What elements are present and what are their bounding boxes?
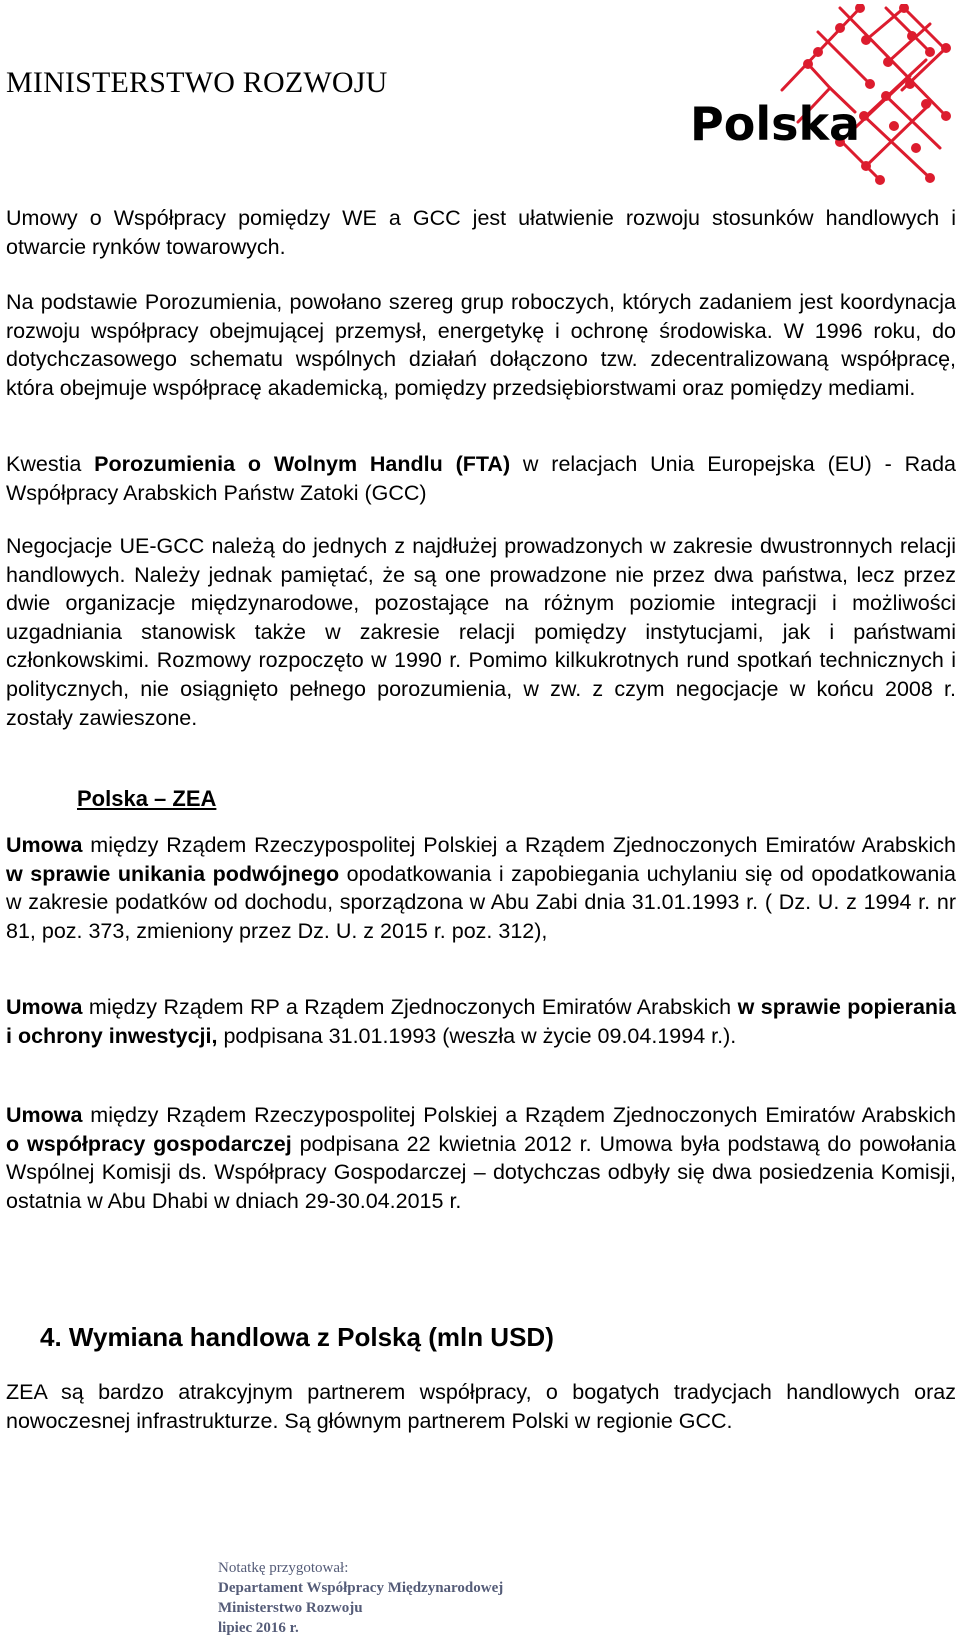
fta-text-c: w relacjach Unia Europejska (EU) - Rada Współpracy Arabskich Państw Zatoki (GCC)	[6, 452, 956, 505]
fta-text-a: Kwestia	[6, 452, 95, 476]
polska-logo	[690, 4, 958, 186]
agreement-investment-a: Umowa	[6, 995, 83, 1019]
polska-logo-graphic	[690, 4, 958, 186]
fta-text-bold: Porozumienia o Wolnym Handlu (FTA)	[94, 452, 511, 476]
logo-wordmark: Polska	[690, 97, 861, 151]
agreement-tax-a: Umowa	[6, 833, 83, 857]
section-title-polska-zea: Polska – ZEA	[77, 786, 217, 811]
agreement-economic-a: Umowa	[6, 1103, 83, 1127]
agreement-tax-d: opodatkowania i zapobiegania uchylaniu się od opodatkowania w zakresie podatków od dochodu, sporządzona w Abu Zabi dnia 31.01.1993 r. ( Dz. U. z 1994 r. nr 81, poz. 373, zmieniony przez Dz. U. z 2015 r. poz. 312),	[6, 861, 957, 943]
agreement-investment-c: w sprawie popierania i ochrony inwestycji,	[6, 995, 956, 1048]
footer-date: lipiec 2016 r.	[218, 1620, 299, 1636]
agreement-investment-b: między Rządem RP a Rządem Zjednoczonych Emiratów Arabskich	[82, 995, 738, 1019]
agreement-investment	[6, 993, 956, 1050]
agreement-economic	[6, 1101, 956, 1215]
ministry-title: MINISTERSTWO ROZWOJU	[6, 66, 388, 99]
paragraph-1: Umowy o Współpracy pomiędzy WE a GCC jest ułatwienie rozwoju stosunków handlowych i otwarcie rynków towarowych.	[6, 206, 956, 259]
footer-note	[218, 1558, 503, 1638]
paragraph-fta	[6, 450, 956, 507]
section-heading-trade: 4. Wymiana handlowa z Polską (mln USD)	[40, 1322, 554, 1352]
agreement-tax	[6, 831, 956, 945]
agreement-investment-d: podpisana 31.01.1993 (weszła w życie 09.04.1994 r.).	[217, 1023, 737, 1048]
footer-department: Departament Współpracy Międzynarodowej	[218, 1580, 504, 1596]
paragraph-trade: ZEA są bardzo atrakcyjnym partnerem współpracy, o bogatych tradycjach handlowych oraz nowoczesnej infrastrukturze. Są głównym partnerem Polski w regionie GCC.	[6, 1380, 956, 1433]
agreement-economic-d: podpisana 22 kwietnia 2012 r. Umowa była podstawą do powołania Wspólnej Komisji ds. Współpracy Gospodarczej – dotychczas odbyły się dwa posiedzenia Komisji, ostatnia w Abu Dhabi w dniach 29-30.04.2015 r.	[6, 1131, 956, 1213]
footer-ministry: Ministerstwo Rozwoju	[218, 1600, 363, 1616]
agreement-tax-c: w sprawie unikania podwójnego	[6, 861, 340, 886]
paragraph-negotiations: Negocjacje UE-GCC należą do jednych z najdłużej prowadzonych w zakresie dwustronnych relacji handlowych. Należy jednak pamiętać, że są one prowadzone nie przez dwa państwa, lecz przez dwie organizacje międzynarodowe, pozostające na różnym poziomie integracji i możliwości uzgadniania stanowisk także w zakresie relacji pomiędzy instytucjami, jak i państwami członkowskimi. Rozmowy rozpoczęto w 1990 r. Pomimo kilkukrotnych rund spotkań technicznych i politycznych, nie osiągnięto pełnego porozumienia, w zw. z czym negocjacje w końcu 2008 r. zostały zawieszone.	[6, 534, 956, 730]
agreement-economic-b: między Rządem Rzeczypospolitej Polskiej a Rządem Zjednoczonych Emiratów Arabskich	[82, 1103, 956, 1127]
paragraph-2: Na podstawie Porozumienia, powołano szereg grup roboczych, których zadaniem jest koordynacja rozwoju współpracy obejmującej przemysł, energetykę i ochronę środowiska. W 1996 roku, do dotychczasowego schematu wspólnych działań dołączono tzw. zdecentralizowaną współpracę, która obejmuje współpracę akademicką, pomiędzy przedsiębiorstwami oraz pomiędzy mediami.	[6, 290, 956, 400]
footer-prepared-by: Notatkę przygotował:	[218, 1560, 349, 1576]
agreement-tax-b: między Rządem Rzeczypospolitej Polskiej a Rządem Zjednoczonych Emiratów Arabskich	[82, 833, 956, 857]
agreement-economic-c: o współpracy gospodarczej	[6, 1131, 292, 1156]
